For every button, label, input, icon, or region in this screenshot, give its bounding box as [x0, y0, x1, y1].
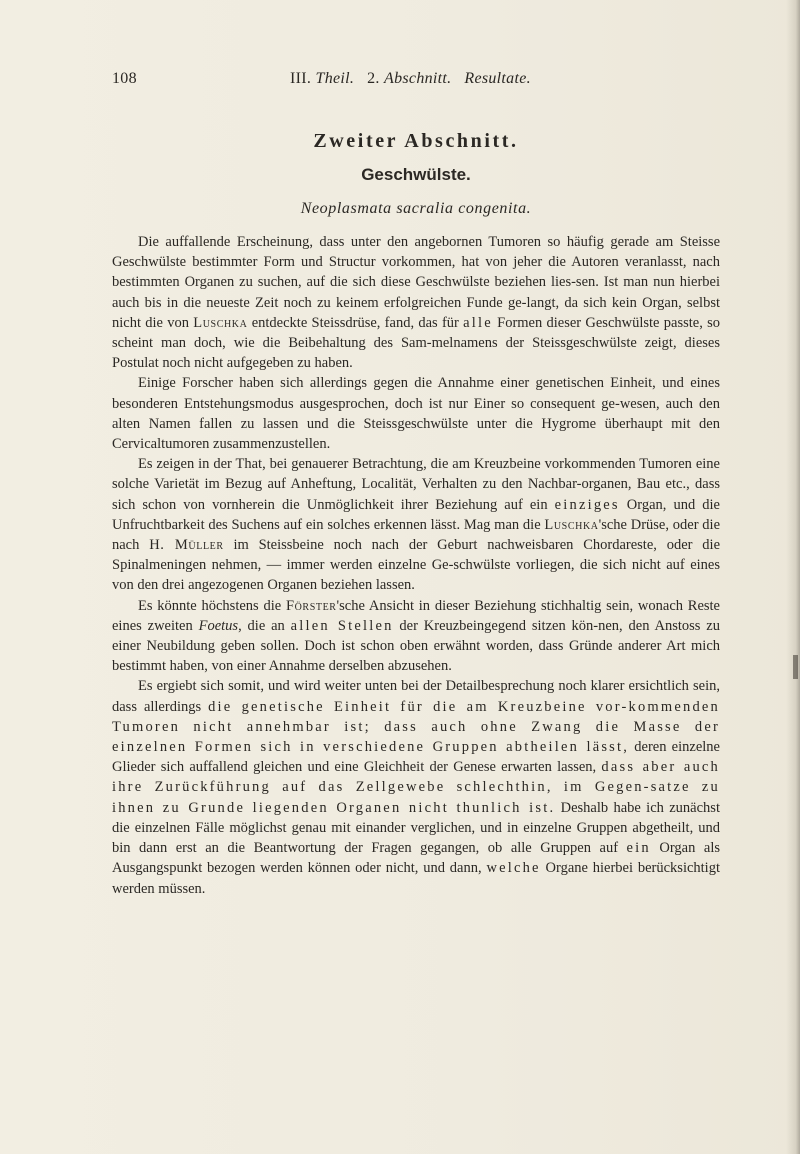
section-title: Zweiter Abschnitt.: [313, 130, 519, 152]
part-word: Theil.: [315, 70, 355, 87]
spaced-emphasis: alle: [463, 314, 493, 331]
paragraph-3: Es zeigen in der That, bei genauerer Betrachtung, die am Kreuzbeine vorkommenden Tumoren eine solche Varietät im Bezug auf Anheftung, Localität, Verhalten zu den Nachbar-organen, Bau etc., dass sich schon von vornherein die Unmöglichkeit ihrer Beziehung auf ein einziges Organ, und die Unfruchtbarkeit des Suchens auf ein solches erkennen lässt. Mag man die Luschka'sche Drüse, oder die nach H. Müller im Steissbeine noch nach der Geburt nachweisbaren Chordareste, oder die Spinalmeningen nehmen, — immer werden einzelne Ge-schwülste vorliegen, die sich nicht auf eines von den drei angezogenen Organen beziehen lassen.: [112, 456, 721, 594]
part-number: III.: [290, 70, 312, 87]
spaced-emphasis: einziges: [554, 496, 620, 513]
body-text: [112, 232, 720, 899]
spaced-emphasis: die genetische Einheit für die am Kreuzbeine vor-kommenden Tumoren nicht annehmbar ist; dass auch ohne Zwang die Masse der einzelnen Formen sich in verschiedene Gruppen abtheilen lässt,: [112, 698, 721, 756]
author-name: H. Müller: [149, 537, 224, 554]
spaced-emphasis: welche: [486, 860, 541, 877]
spaced-emphasis: ein: [626, 840, 651, 857]
page-edge-mark: [793, 655, 798, 679]
running-head: [112, 70, 722, 94]
paragraph-1: Die auffallende Erscheinung, dass unter den angebornen Tumoren so häufig gerade am Steisse Geschwülste bestimmter Form und Structur vorkommen, hat von jeher die Autoren veranlasst, nach bestimmten Organen zu suchen, auf die sich diese Geschwülste beziehen lies-sen. Ist man nun hierbei auch bis in die neueste Zeit noch zu keinem erfolgreichen Funde ge-langt, da sich kein Organ, selbst nicht die von Luschka entdeckte Steissdrüse, fand, das für alle Formen dieser Geschwülste passte, so scheint man doch, wie die Beibehaltung des Sam-melnamens der Steissgeschwülste zeigt, dieses Postulat noch nicht aufgegeben zu haben.: [112, 234, 720, 372]
paragraph-5: Es ergiebt sich somit, und wird weiter unten bei der Detailbesprechung noch klarer ersichtlich sein, dass allerdings die genetische Einheit für die am Kreuzbeine vor-kommenden Tumoren nicht annehmbar ist; dass auch ohne Zwang die Masse der einzelnen Formen sich in verschiedene Gruppen abtheilen lässt, deren einzelne Glieder sich auffallend gleichen und eine Gleichheit der Genese erwarten lassen, dass aber auch ihre Zurückführung auf das Zellgewebe schlechthin, im Gegen-satze zu ihnen zu Grunde liegenden Organen nicht thunlich ist. Deshalb habe ich zunächst die einzelnen Fälle möglichst genau mit einander verglichen, und in einzelne Gruppen abgetheilt, und bin dann erst an die Beantwortung der Fragen gegangen, ob alle Gruppen auf ein Organ als Ausgangspunkt bezogen werden können oder nicht, und dann, welche Organe hierbei berücksichtigt werden müssen.: [112, 678, 721, 897]
author-name: Luschka: [193, 314, 248, 331]
subtitle: Geschwülste.: [361, 165, 471, 184]
paragraph-2: Einige Forscher haben sich allerdings gegen die Annahme einer genetischen Einheit, und eines besonderen Entstehungsmodus ausgesprochen, doch ist nur Einer so consequent ge-wesen, auch den alten Namen fallen zu lassen und die Steissgeschwülste unter die Hygrome überhaupt mit den Cervicaltumoren zusammenzustellen.: [112, 375, 720, 453]
italic-term: Foetus: [198, 617, 239, 634]
author-name: Förster: [285, 597, 337, 614]
section-number: 2.: [367, 70, 380, 87]
topic: Resultate.: [464, 70, 531, 87]
latin-subtitle: Neoplasmata sacralia congenita.: [300, 200, 532, 217]
paragraph-4: Es könnte höchstens die Förster'sche Ansicht in dieser Beziehung stichhaltig sein, wonach Reste eines zweiten Foetus, die an allen Stellen der Kreuzbeingegend sitzen kön-nen, den Anstoss zu einer Neubildung geben sollen. Doch ist schon oben erwähnt worden, dass Gründe anderer Art mich bestimmt haben, von einer Annahme derselben abzusehen.: [112, 597, 720, 675]
running-title: [290, 70, 531, 88]
page-number: 108: [112, 70, 137, 87]
author-name: Luschka: [544, 516, 599, 533]
section-word: Abschnitt.: [384, 70, 452, 87]
spaced-emphasis: allen Stellen: [290, 617, 394, 634]
spaced-emphasis: dass aber auch ihre Zurückführung auf das Zellgewebe schlechthin, im Gegen-satze zu ihnen zu Grunde liegenden Organen nicht thunlich ist.: [112, 759, 721, 816]
page-edge-shadow: [786, 0, 800, 1154]
